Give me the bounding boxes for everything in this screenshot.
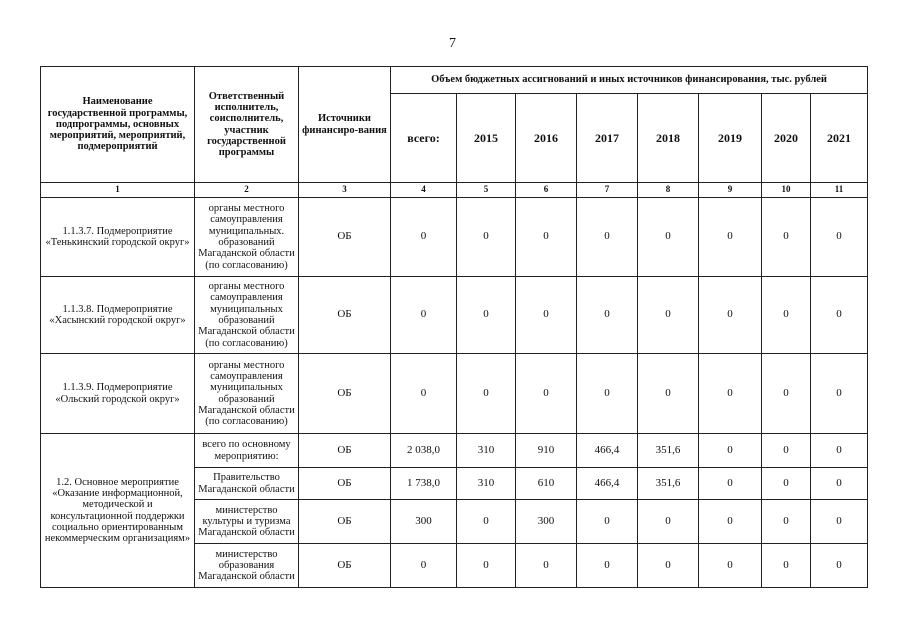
table-row bbox=[41, 277, 868, 354]
value-cell: 310 bbox=[457, 468, 516, 500]
value-cell: 0 bbox=[762, 544, 811, 588]
value-cell: 0 bbox=[457, 354, 516, 434]
value-cell: 0 bbox=[577, 277, 638, 354]
value-cell: 0 bbox=[457, 544, 516, 588]
header-executor: Ответственный исполнитель, соисполнитель, участник государственной программы bbox=[195, 67, 299, 183]
source-cell: ОБ bbox=[299, 198, 391, 277]
executor-cell: министерство образования Магаданской области bbox=[195, 544, 299, 588]
source-cell: ОБ bbox=[299, 277, 391, 354]
header-row-top bbox=[41, 67, 868, 94]
value-cell: 0 bbox=[762, 500, 811, 544]
header-name: Наименование государственной программы, подпрограммы, основных мероприятий, мероприятий, подмероприятий bbox=[41, 67, 195, 183]
measure-name: 1.1.3.9. Подмероприятие «Ольский городской округ» bbox=[41, 354, 195, 434]
main-measure-name: 1.2. Основное мероприятие «Оказание информационной, методической и консультационной поддержки социально ориентированным некоммерческим организациям» bbox=[41, 434, 195, 588]
value-cell: 310 bbox=[457, 434, 516, 468]
column-number: 10 bbox=[762, 183, 811, 198]
column-number: 3 bbox=[299, 183, 391, 198]
header-year: 2019 bbox=[699, 94, 762, 183]
value-cell: 351,6 bbox=[638, 434, 699, 468]
column-number: 11 bbox=[811, 183, 868, 198]
source-cell: ОБ bbox=[299, 500, 391, 544]
value-total: 0 bbox=[391, 277, 457, 354]
value-cell: 0 bbox=[638, 354, 699, 434]
table-row bbox=[41, 354, 868, 434]
value-total: 0 bbox=[391, 544, 457, 588]
column-number: 9 bbox=[699, 183, 762, 198]
value-cell: 610 bbox=[516, 468, 577, 500]
value-cell: 0 bbox=[516, 354, 577, 434]
value-cell: 0 bbox=[811, 544, 868, 588]
source-cell: ОБ bbox=[299, 354, 391, 434]
value-cell: 0 bbox=[762, 198, 811, 277]
source-cell: ОБ bbox=[299, 434, 391, 468]
budget-table bbox=[40, 66, 868, 588]
header-year: 2021 bbox=[811, 94, 868, 183]
value-cell: 0 bbox=[638, 198, 699, 277]
header-year: 2016 bbox=[516, 94, 577, 183]
value-cell: 0 bbox=[516, 277, 577, 354]
value-cell: 0 bbox=[577, 544, 638, 588]
header-year: 2018 bbox=[638, 94, 699, 183]
value-cell: 0 bbox=[699, 277, 762, 354]
source-cell: ОБ bbox=[299, 468, 391, 500]
executor-cell: всего по основному мероприятию: bbox=[195, 434, 299, 468]
header-funding-group: Объем бюджетных ассигнований и иных источников финансирования, тыс. рублей bbox=[391, 67, 868, 94]
value-cell: 0 bbox=[762, 277, 811, 354]
column-number: 4 bbox=[391, 183, 457, 198]
column-number: 5 bbox=[457, 183, 516, 198]
value-cell: 0 bbox=[811, 468, 868, 500]
value-cell: 0 bbox=[699, 500, 762, 544]
value-total: 2 038,0 bbox=[391, 434, 457, 468]
column-number: 2 bbox=[195, 183, 299, 198]
value-cell: 0 bbox=[699, 434, 762, 468]
value-cell: 0 bbox=[699, 354, 762, 434]
value-cell: 0 bbox=[577, 500, 638, 544]
value-cell: 0 bbox=[638, 277, 699, 354]
value-cell: 0 bbox=[762, 434, 811, 468]
header-total: всего: bbox=[391, 94, 457, 183]
column-number: 1 bbox=[41, 183, 195, 198]
value-cell: 0 bbox=[577, 198, 638, 277]
executor-cell: органы местного самоуправления муниципальных образований Магаданской области (по согласованию) bbox=[195, 277, 299, 354]
value-cell: 0 bbox=[457, 277, 516, 354]
header-year: 2020 bbox=[762, 94, 811, 183]
value-cell: 0 bbox=[516, 544, 577, 588]
source-cell: ОБ bbox=[299, 544, 391, 588]
executor-cell: органы местного самоуправления муниципальных образований Магаданской области (по согласованию) bbox=[195, 354, 299, 434]
value-cell: 0 bbox=[811, 434, 868, 468]
value-cell: 466,4 bbox=[577, 468, 638, 500]
value-cell: 0 bbox=[811, 277, 868, 354]
value-cell: 0 bbox=[699, 544, 762, 588]
measure-name: 1.1.3.8. Подмероприятие «Хасынский городской округ» bbox=[41, 277, 195, 354]
value-cell: 0 bbox=[811, 500, 868, 544]
value-cell: 910 bbox=[516, 434, 577, 468]
value-cell: 0 bbox=[699, 198, 762, 277]
value-cell: 0 bbox=[577, 354, 638, 434]
value-cell: 0 bbox=[811, 354, 868, 434]
column-number: 8 bbox=[638, 183, 699, 198]
value-cell: 0 bbox=[638, 500, 699, 544]
value-cell: 0 bbox=[457, 500, 516, 544]
executor-cell: органы местного самоуправления муниципальных. образований Магаданской области (по согласованию) bbox=[195, 198, 299, 277]
value-cell: 0 bbox=[638, 544, 699, 588]
page-number: 7 bbox=[449, 36, 456, 51]
value-cell: 0 bbox=[811, 198, 868, 277]
value-total: 1 738,0 bbox=[391, 468, 457, 500]
column-number: 7 bbox=[577, 183, 638, 198]
value-cell: 300 bbox=[516, 500, 577, 544]
value-cell: 0 bbox=[762, 468, 811, 500]
value-cell: 0 bbox=[516, 198, 577, 277]
column-number: 6 bbox=[516, 183, 577, 198]
column-number-row bbox=[41, 183, 868, 198]
value-cell: 466,4 bbox=[577, 434, 638, 468]
value-total: 0 bbox=[391, 198, 457, 277]
header-source: Источники финансиро-вания bbox=[299, 67, 391, 183]
measure-name: 1.1.3.7. Подмероприятие «Тенькинский городской округ» bbox=[41, 198, 195, 277]
value-cell: 351,6 bbox=[638, 468, 699, 500]
header-year: 2017 bbox=[577, 94, 638, 183]
table-row bbox=[41, 198, 868, 277]
value-cell: 0 bbox=[457, 198, 516, 277]
executor-cell: министерство культуры и туризма Магаданской области bbox=[195, 500, 299, 544]
executor-cell: Правительство Магаданской области bbox=[195, 468, 299, 500]
value-total: 0 bbox=[391, 354, 457, 434]
header-year: 2015 bbox=[457, 94, 516, 183]
group-row bbox=[41, 434, 868, 468]
value-cell: 0 bbox=[762, 354, 811, 434]
value-cell: 0 bbox=[699, 468, 762, 500]
value-total: 300 bbox=[391, 500, 457, 544]
